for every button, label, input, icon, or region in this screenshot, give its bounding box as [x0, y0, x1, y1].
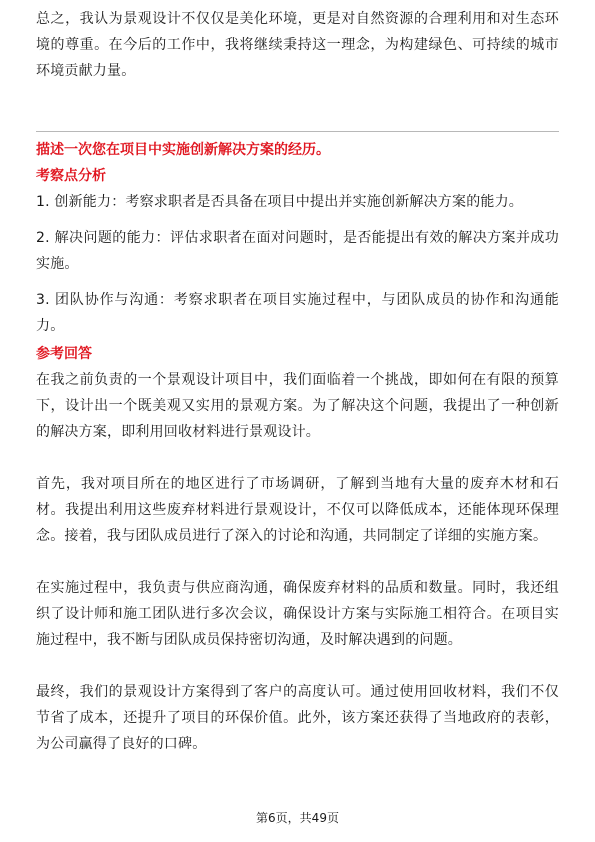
- answer-body: [36, 367, 559, 783]
- analysis-list: [36, 189, 559, 349]
- answer-paragraph: 首先，我对项目所在的地区进行了市场调研，了解到当地有大量的废弃木材和石材。我提出利用这些废弃材料进行景观设计，不仅可以降低成本，还能体现环保理念。接着，我与团队成员进行了深入的讨论和沟通，共同制定了详细的实施方案。: [36, 476, 559, 544]
- answer-paragraph: 在我之前负责的一个景观设计项目中，我们面临着一个挑战，即如何在有限的预算下，设计出一个既美观又实用的景观方案。为了解决这个问题，我提出了一种创新的解决方案，即利用回收材料进行景观设计。: [36, 372, 559, 440]
- analysis-item: 1. 创新能力：考察求职者是否具备在项目中提出并实施创新解决方案的能力。: [36, 194, 524, 210]
- section-divider: [36, 131, 559, 132]
- answer-paragraph: 在实施过程中，我负责与供应商沟通，确保废弃材料的品质和数量。同时，我还组织了设计师和施工团队进行多次会议，确保设计方案与实际施工相符合。在项目实施过程中，我不断与团队成员保持密切沟通，及时解决遇到的问题。: [36, 580, 559, 648]
- analysis-heading: 考察点分析: [36, 168, 106, 184]
- analysis-item: 2. 解决问题的能力：评估求职者在面对问题时，是否能提出有效的解决方案并成功实施。: [36, 230, 559, 272]
- question-title: 描述一次您在项目中实施创新解决方案的经历。: [36, 142, 330, 158]
- intro-paragraph: 总之，我认为景观设计不仅仅是美化环境，更是对自然资源的合理利用和对生态环境的尊重。在今后的工作中，我将继续秉持这一理念，为构建绿色、可持续的城市环境贡献力量。: [36, 11, 559, 79]
- page-number: 第6页，共49页: [256, 811, 339, 825]
- answer-heading: 参考回答: [36, 346, 92, 362]
- analysis-item: 3. 团队协作与沟通：考察求职者在项目实施过程中，与团队成员的协作和沟通能力。: [36, 292, 559, 334]
- answer-paragraph: 最终，我们的景观设计方案得到了客户的高度认可。通过使用回收材料，我们不仅节省了成本，还提升了项目的环保价值。此外，该方案还获得了当地政府的表彰，为公司赢得了良好的口碑。: [36, 684, 559, 752]
